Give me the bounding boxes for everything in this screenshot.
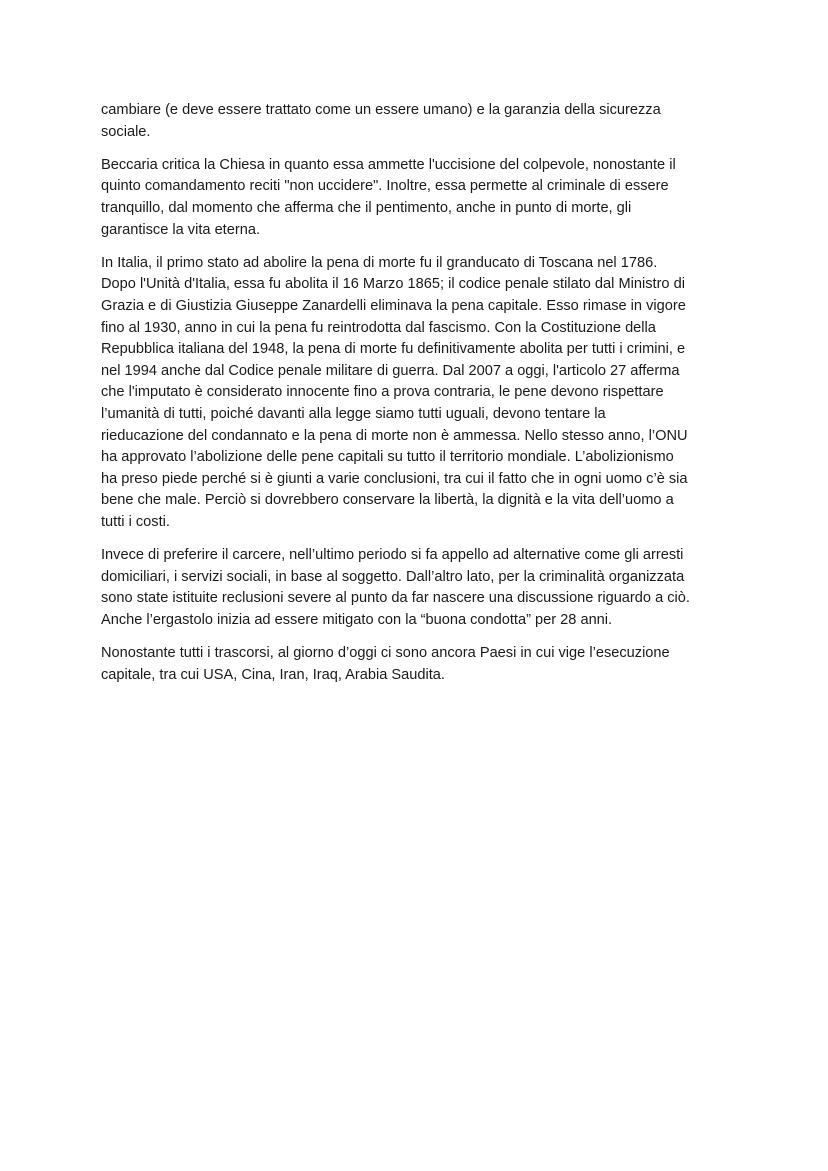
- text-line: sono state istituite reclusioni severe al punto da far nascere una discussione riguardo a ciò.: [101, 590, 690, 607]
- text-line: Beccaria critica la Chiesa in quanto essa ammette l'uccisione del colpevole, nonostante il: [101, 156, 676, 173]
- text-line: Grazia e di Giustizia Giuseppe Zanardelli eliminava la pena capitale. Esso rimase in vigore: [101, 297, 686, 314]
- text-line: ha preso piede perché si è giunti a varie conclusioni, tra cui il fatto che in ogni uomo c’è sia: [101, 470, 688, 487]
- text-line: sociale.: [101, 123, 151, 140]
- paragraph-1: [101, 100, 731, 143]
- text-line: Repubblica italiana del 1948, la pena di morte fu definitivamente abolita per tutti i crimini, e: [101, 341, 686, 358]
- text-line: tranquillo, dal momento che afferma che il pentimento, anche in punto di morte, gli: [101, 199, 632, 216]
- text-line: fino al 1930, anno in cui la pena fu reintrodotta dal fascismo. Con la Costituzione della: [101, 319, 656, 336]
- text-line: l’umanità di tutti, poiché davanti alla legge siamo tutti uguali, devono tentare la: [101, 405, 606, 422]
- paragraph-5: [101, 643, 731, 686]
- text-line: tutti i costi.: [101, 513, 170, 530]
- text-line: cambiare (e deve essere trattato come un essere umano) e la garanzia della sicurezza: [101, 102, 661, 118]
- text-line: Nonostante tutti i trascorsi, al giorno d’oggi ci sono ancora Paesi in cui vige l’esecuzione: [101, 645, 670, 662]
- paragraph-2: [101, 155, 731, 241]
- text-line: Anche l’ergastolo inizia ad essere mitigato con la “buona condotta” per 28 anni.: [101, 611, 613, 628]
- text-line: garantisce la vita eterna.: [101, 221, 260, 238]
- text-line: In Italia, il primo stato ad abolire la pena di morte fu il granducato di Toscana nel 1786.: [101, 254, 658, 271]
- text-line: che l'imputato è considerato innocente fino a prova contraria, le pene devono rispettare: [101, 384, 664, 401]
- text-line: capitale, tra cui USA, Cina, Iran, Iraq, Arabia Saudita.: [101, 666, 445, 683]
- document-body: [101, 100, 731, 698]
- text-line: ha approvato l’abolizione delle pene capitali su tutto il territorio mondiale. L’abolizionismo: [101, 449, 674, 466]
- text-line: rieducazione del condannato e la pena di morte non è ammessa. Nello stesso anno, l’ONU: [101, 427, 688, 444]
- text-line: quinto comandamento reciti "non uccidere". Inoltre, essa permette al criminale di essere: [101, 178, 669, 195]
- text-line: nel 1994 anche dal Codice penale militare di guerra. Dal 2007 a oggi, l'articolo 27 afferma: [101, 362, 680, 379]
- text-line: domiciliari, i servizi sociali, in base al soggetto. Dall’altro lato, per la criminalità organizzata: [101, 568, 685, 585]
- text-line: Invece di preferire il carcere, nell’ultimo periodo si fa appello ad alternative come gli arresti: [101, 547, 684, 564]
- text-line: bene che male. Perciò si dovrebbero conservare la libertà, la dignità e la vita dell’uomo a: [101, 492, 674, 509]
- text-line: Dopo l'Unità d'Italia, essa fu abolita il 16 Marzo 1865; il codice penale stilato dal Ministro di: [101, 276, 685, 293]
- paragraph-3: [101, 253, 731, 534]
- paragraph-4: [101, 545, 731, 631]
